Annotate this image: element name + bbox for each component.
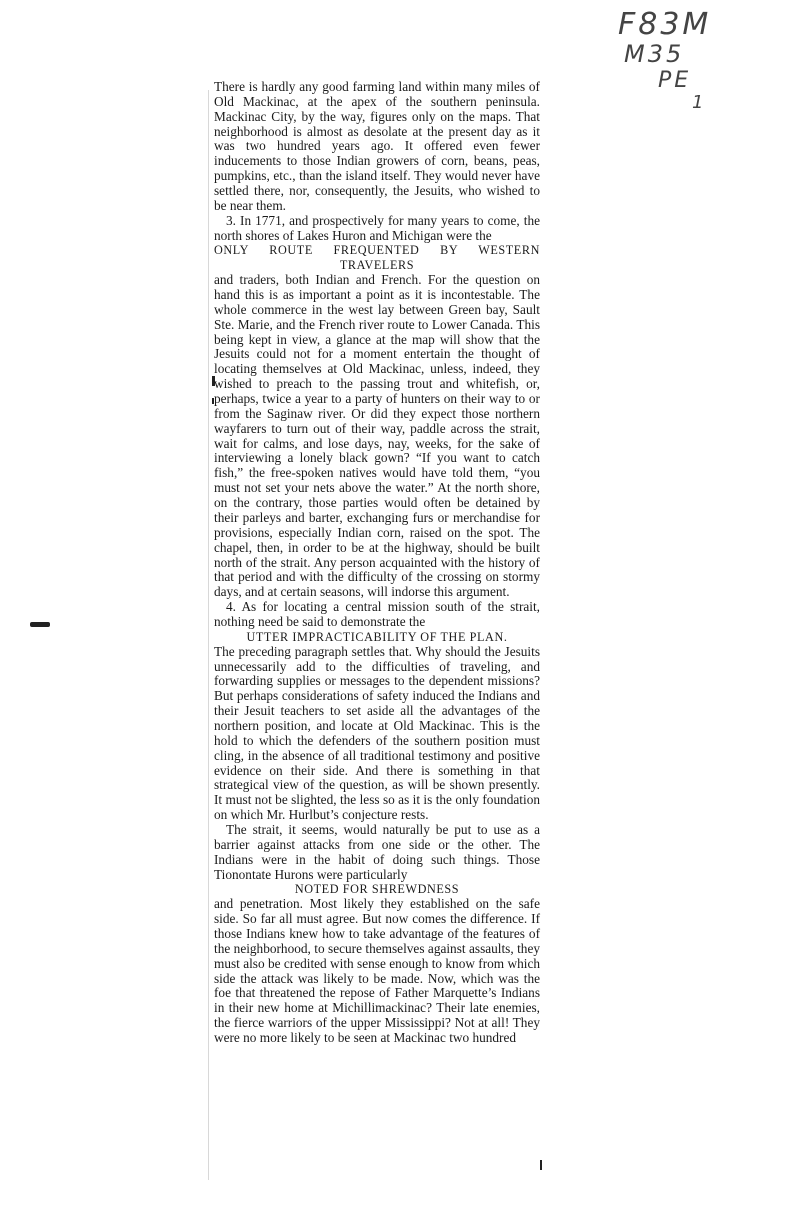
paragraph-penetration: and penetration. Most likely they established on the safe side. So far all must agree. But now comes the difference. If those Indians knew how to take advantage of the features of the neighborhood, to secure themselves against assaults, they must also be credited with sense enough to know from which side the attack was likely to be made. Now, which was the foe that threatened the repose of Father Marquette’s Indians in their new home at Michillimackinac? Their late enemies, the fierce warriors of the upper Mississippi? Not at all! They were no more likely to be seen at Mackinac two hundred bbox=[214, 896, 540, 1045]
call-number-line-2: M35 bbox=[624, 40, 685, 68]
clipping-edge-mark bbox=[540, 1160, 542, 1170]
paragraph-traders: and traders, both Indian and French. For the question on hand this is as important a point as it is incontestable. The whole commerce in the west lay between Green bay, Sault Ste. Marie, and the French river route to Lower Canada. This being kept in view, a glance at the map will show that the Jesuits could not for a moment entertain the thought of locating themselves at Old Mackinac, unless, indeed, they wished to preach to the passing trout and whitefish, or, perhaps, twice a year to a party of hunters on their way to or from the Saginaw river. Or did they expect those northern wayfarers to turn out of their way, paddle across the strait, wait for calms, and lose days, nay, weeks, for the sake of interviewing a lonely black gown? “If you want to catch fish,” the free-spoken natives would have told them, “you must not set your nets above the water.” At the north shore, on the contrary, those parties would often be detained by their parleys and barter, exchanging furs or merchandise for provisions, especially Indian corn, raised on the spot. The chapel, then, in order to be at the highway, should be built north of the strait. Any person acquainted with the history of that period and with the difficulty of the crossing on stormy days, and at certain seasons, will indorse this argument. bbox=[214, 272, 540, 600]
paragraph-point-4: 4. As for locating a central mission south of the strait, nothing need be said to demonstrate the bbox=[214, 599, 540, 629]
scan-margin-mark bbox=[30, 622, 50, 627]
subheading-shrewdness: NOTED FOR SHREWDNESS bbox=[294, 882, 460, 897]
call-number-line-1: F83M bbox=[618, 7, 712, 42]
newspaper-clipping bbox=[214, 80, 540, 1046]
paragraph-strait: The strait, it seems, would naturally be put to use as a barrier against attacks from one side or the other. The Indians were in the habit of doing such things. Those Tionontate Hurons were particularly bbox=[214, 821, 540, 882]
subheading-only-route: ONLY ROUTE FREQUENTED BY WESTERN TRAVELERS bbox=[214, 243, 540, 273]
paragraph-preceding: The preceding paragraph settles that. Why should the Jesuits unnecessarily add to the difficulties of traveling, and forwarding supplies or messages to the dependent missions? But perhaps considerations of safety induced the Indians and their Jesuit teachers to set aside all the advantages of the northern position, and locate at Old Mackinac. This is the hold to which the defenders of the southern position must cling, in the absence of all traditional testimony and positive evidence on their side. And there is something in that strategical view of the question, as will be shown presently. It must not be slighted, the less so as it is the only foundation on which Mr. Hurlbut’s conjecture rests. bbox=[214, 643, 540, 823]
handwritten-call-number bbox=[618, 7, 738, 113]
subheading-impracticability: UTTER IMPRACTICABILITY OF THE PLAN. bbox=[246, 629, 508, 644]
paragraph-point-3: 3. In 1771, and prospectively for many years to come, the north shores of Lakes Huron and Michigan were the bbox=[214, 212, 540, 243]
call-number-line-3: PE bbox=[658, 68, 692, 93]
paragraph-farming-land: There is hardly any good farming land within many miles of Old Mackinac, at the apex of the southern peninsula. Mackinac City, by the way, figures only on the maps. That neighborhood is almost as desolate at the present day as it was two hundred years ago. It offered even fewer inducements to those Indian growers of corn, beans, peas, pumpkins, etc., than the island itself. They would never have settled there, nor, consequently, the Jesuits, who wished to be near them. bbox=[214, 79, 540, 213]
call-number-line-4: 1 bbox=[692, 92, 707, 113]
clipping-left-edge bbox=[208, 90, 209, 1180]
